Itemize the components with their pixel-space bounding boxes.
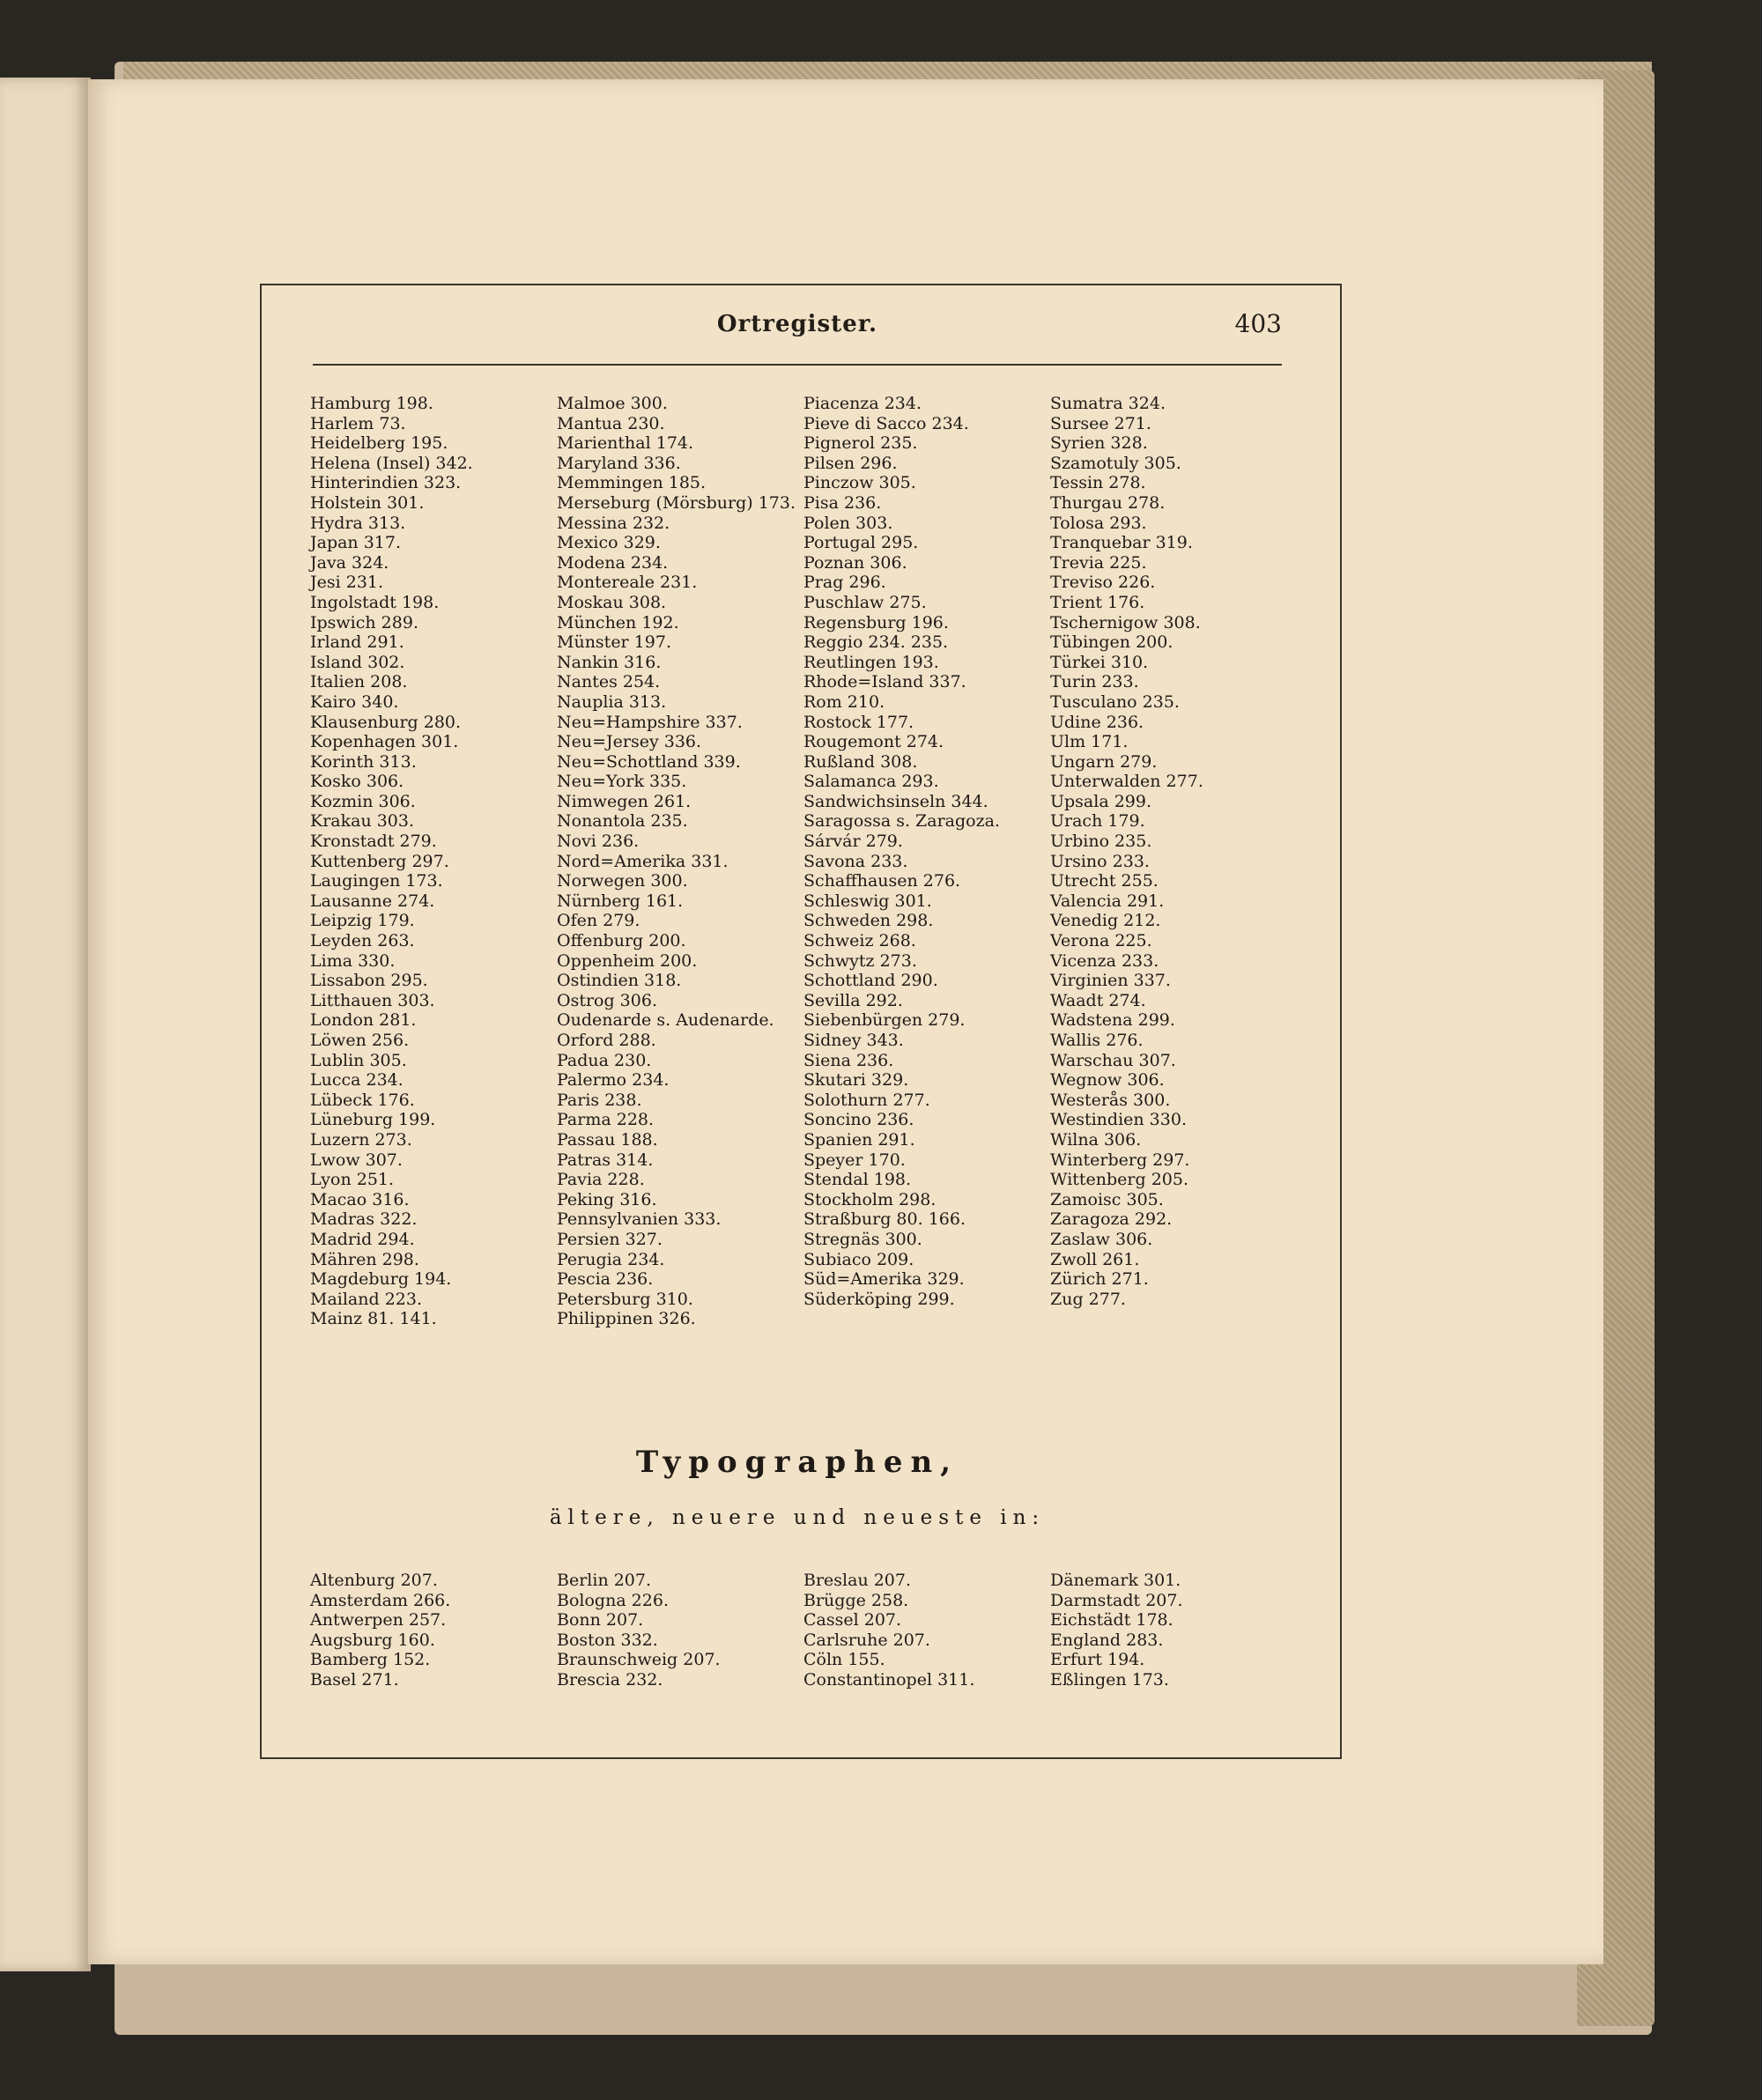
- index-entry: Syrien 328.: [1050, 433, 1148, 454]
- index-entry: Kosko 306.: [310, 772, 404, 792]
- index-entry: Oudenarde s. Audenarde.: [557, 1010, 774, 1031]
- index-entry: Lübeck 176.: [310, 1090, 415, 1110]
- index-entry: Poznan 306.: [803, 552, 907, 573]
- index-entry: Lyon 251.: [310, 1170, 395, 1190]
- index-entry: Lima 330.: [310, 950, 396, 971]
- index-entry: Palermo 234.: [557, 1070, 670, 1091]
- index-entry: Skutari 329.: [803, 1070, 909, 1091]
- typographen-index: [310, 1571, 1297, 1690]
- index-entry: Straßburg 80. 166.: [803, 1209, 966, 1230]
- index-entry: Regensburg 196.: [803, 612, 949, 632]
- index-entry: Novi 236.: [557, 832, 640, 852]
- index-entry: Virginien 337.: [1050, 971, 1171, 991]
- index-entry: Schaffhausen 276.: [803, 871, 961, 891]
- index-entry: Pavia 228.: [557, 1170, 645, 1190]
- index-entry: Augsburg 160.: [310, 1630, 435, 1650]
- index-entry: Verona 225.: [1050, 931, 1152, 951]
- index-entry: Tschernigow 308.: [1050, 612, 1201, 632]
- index-entry: Harlem 73.: [310, 413, 406, 433]
- index-entry: Trevia 225.: [1050, 552, 1147, 573]
- index-entry: Pennsylvanien 333.: [557, 1209, 722, 1230]
- index-entry: Utrecht 255.: [1050, 871, 1159, 891]
- index-entry: Saragossa s. Zaragoza.: [803, 811, 1000, 832]
- typographen-column-2: [557, 1571, 803, 1690]
- index-entry: Laugingen 173.: [310, 871, 443, 891]
- index-entry: Korinth 313.: [310, 751, 417, 772]
- index-entry: Szamotuly 305.: [1050, 453, 1181, 473]
- index-entry: Nürnberg 161.: [557, 891, 684, 911]
- index-entry: Sevilla 292.: [803, 990, 903, 1010]
- index-entry: Ipswich 289.: [310, 612, 418, 632]
- index-entry: Venedig 212.: [1050, 911, 1161, 931]
- index-entry: Zaragoza 292.: [1050, 1209, 1173, 1230]
- index-entry: Braunschweig 207.: [557, 1650, 721, 1670]
- index-entry: Türkei 310.: [1050, 652, 1149, 672]
- index-entry: Nauplia 313.: [557, 691, 667, 712]
- index-entry: Schweden 298.: [803, 911, 934, 931]
- index-entry: Japan 317.: [310, 533, 402, 553]
- index-entry: Nantes 254.: [557, 672, 661, 692]
- index-entry: Memmingen 185.: [557, 473, 707, 493]
- index-entry: Schweiz 268.: [803, 931, 916, 951]
- index-entry: Wadstena 299.: [1050, 1010, 1175, 1031]
- index-entry: Winterberg 297.: [1050, 1150, 1190, 1170]
- index-entry: Macao 316.: [310, 1189, 410, 1209]
- index-entry: Süd=Amerika 329.: [803, 1269, 965, 1290]
- index-entry: Upsala 299.: [1050, 791, 1152, 811]
- index-entry: Island 302.: [310, 652, 405, 672]
- index-entry: Pignerol 235.: [803, 433, 918, 454]
- index-entry: Modena 234.: [557, 552, 669, 573]
- index-entry: Berlin 207.: [557, 1571, 652, 1590]
- index-entry: Cassel 207.: [803, 1610, 902, 1630]
- index-entry: Hamburg 198.: [310, 394, 433, 413]
- index-entry: Reutlingen 193.: [803, 652, 939, 672]
- index-entry: Stendal 198.: [803, 1170, 912, 1190]
- index-entry: Soncino 236.: [803, 1110, 914, 1130]
- index-entry: Holstein 301.: [310, 492, 425, 513]
- index-entry: Wilna 306.: [1050, 1129, 1142, 1150]
- index-entry: Speyer 170.: [803, 1150, 906, 1170]
- index-entry: Trient 176.: [1050, 592, 1145, 612]
- index-entry: Pilsen 296.: [803, 453, 898, 473]
- index-entry: Philippinen 326.: [557, 1309, 696, 1329]
- index-entry: Lissabon 295.: [310, 971, 428, 991]
- index-entry: Rougemont 274.: [803, 732, 944, 752]
- index-column-2: [557, 394, 803, 1329]
- index-entry: Lwow 307.: [310, 1150, 403, 1170]
- index-entry: Zamoisc 305.: [1050, 1189, 1164, 1209]
- index-entry: Krakau 303.: [310, 811, 415, 832]
- index-entry: Moskau 308.: [557, 592, 667, 612]
- index-column-3: [803, 394, 1050, 1329]
- index-entry: Lucca 234.: [310, 1070, 403, 1091]
- index-entry: Tessin 278.: [1050, 473, 1146, 493]
- index-entry: Ostrog 306.: [557, 990, 657, 1010]
- index-entry: Portugal 295.: [803, 533, 919, 553]
- index-entry: Kronstadt 279.: [310, 832, 437, 852]
- index-entry: Hinterindien 323.: [310, 473, 462, 493]
- index-entry: Zug 277.: [1050, 1289, 1126, 1309]
- index-entry: Eßlingen 173.: [1050, 1669, 1169, 1690]
- index-entry: Tübingen 200.: [1050, 632, 1173, 653]
- index-entry: Ingolstadt 198.: [310, 592, 440, 612]
- book-cloth-top: [123, 62, 1652, 81]
- index-entry: Tusculano 235.: [1050, 691, 1180, 712]
- index-entry: Puschlaw 275.: [803, 592, 927, 612]
- index-entry: Helena (Insel) 342.: [310, 453, 473, 473]
- index-entry: Sandwichsinseln 344.: [803, 791, 988, 811]
- index-entry: Litthauen 303.: [310, 990, 435, 1010]
- index-entry: Neu=Hampshire 337.: [557, 712, 743, 732]
- index-entry: Valencia 291.: [1050, 891, 1165, 911]
- index-entry: Erfurt 194.: [1050, 1650, 1145, 1670]
- index-entry: Paris 238.: [557, 1090, 642, 1110]
- index-entry: Sidney 343.: [803, 1031, 904, 1050]
- index-entry: Cöln 155.: [803, 1650, 885, 1670]
- index-entry: Ostindien 318.: [557, 971, 682, 991]
- index-entry: Kopenhagen 301.: [310, 732, 459, 752]
- index-entry: Dänemark 301.: [1050, 1571, 1181, 1590]
- index-entry: Rostock 177.: [803, 712, 914, 732]
- index-entry: Padua 230.: [557, 1050, 652, 1070]
- left-page-edge: [0, 78, 91, 1971]
- index-entry: Reggio 234. 235.: [803, 632, 949, 653]
- index-entry: Nonantola 235.: [557, 811, 688, 832]
- index-entry: Lublin 305.: [310, 1050, 407, 1070]
- index-entry: Spanien 291.: [803, 1129, 915, 1150]
- index-entry: Ursino 233.: [1050, 851, 1150, 871]
- index-entry: Wegnow 306.: [1050, 1070, 1165, 1091]
- index-entry: Neu=Schottland 339.: [557, 751, 741, 772]
- index-entry: Wittenberg 205.: [1050, 1170, 1189, 1190]
- index-entry: Bonn 207.: [557, 1610, 644, 1630]
- index-entry: Ofen 279.: [557, 911, 640, 931]
- index-entry: Antwerpen 257.: [310, 1610, 447, 1630]
- index-entry: Rom 210.: [803, 691, 885, 712]
- index-entry: Siena 236.: [803, 1050, 894, 1070]
- index-entry: Madrid 294.: [310, 1229, 415, 1249]
- index-entry: Brescia 232.: [557, 1669, 663, 1690]
- index-entry: Urbino 235.: [1050, 832, 1152, 852]
- index-entry: Oppenheim 200.: [557, 950, 698, 971]
- index-entry: Nankin 316.: [557, 652, 662, 672]
- index-entry: Hydra 313.: [310, 513, 406, 533]
- index-entry: Pisa 236.: [803, 492, 882, 513]
- index-entry: Java 324.: [310, 552, 389, 573]
- index-entry: Messina 232.: [557, 513, 670, 533]
- index-entry: Prag 296.: [803, 573, 886, 593]
- index-entry: Persien 327.: [557, 1229, 663, 1249]
- index-entry: Urach 179.: [1050, 811, 1145, 832]
- index-entry: Altenburg 207.: [310, 1571, 438, 1590]
- index-entry: Bamberg 152.: [310, 1650, 431, 1670]
- index-entry: Pescia 236.: [557, 1269, 654, 1290]
- index-entry: Piacenza 234.: [803, 394, 922, 413]
- index-entry: Udine 236.: [1050, 712, 1144, 732]
- index-entry: Sárvár 279.: [803, 832, 903, 852]
- index-entry: Ungarn 279.: [1050, 751, 1158, 772]
- index-column-1: [310, 394, 557, 1329]
- index-entry: Zürich 271.: [1050, 1269, 1149, 1290]
- index-entry: Treviso 226.: [1050, 573, 1156, 593]
- index-entry: Bologna 226.: [557, 1590, 669, 1610]
- index-entry: Neu=Jersey 336.: [557, 732, 702, 752]
- index-entry: Münster 197.: [557, 632, 671, 653]
- index-entry: Tranquebar 319.: [1050, 533, 1193, 553]
- index-entry: Basel 271.: [310, 1669, 399, 1690]
- index-entry: Warschau 307.: [1050, 1050, 1176, 1070]
- index-entry: Neu=York 335.: [557, 772, 687, 792]
- index-entry: Zwoll 261.: [1050, 1249, 1140, 1269]
- section-title: Typographen,: [635, 1445, 959, 1480]
- place-index: [310, 394, 1297, 1329]
- index-entry: Orford 288.: [557, 1031, 656, 1050]
- index-entry: Ulm 171.: [1050, 732, 1129, 752]
- index-entry: Turin 233.: [1050, 672, 1139, 692]
- index-entry: Amsterdam 266.: [310, 1590, 451, 1610]
- index-entry: Savona 233.: [803, 851, 908, 871]
- index-entry: Parma 228.: [557, 1110, 655, 1130]
- index-entry: Stockholm 298.: [803, 1189, 937, 1209]
- index-entry: Merseburg (Mörsburg) 173.: [557, 492, 796, 513]
- index-entry: Italien 208.: [310, 672, 408, 692]
- index-entry: Schleswig 301.: [803, 891, 932, 911]
- index-entry: Sumatra 324.: [1050, 394, 1166, 413]
- section-subtitle: ältere, neuere und neueste in:: [549, 1506, 1046, 1529]
- index-entry: Schwytz 273.: [803, 950, 917, 971]
- index-entry: Constantinopel 311.: [803, 1669, 975, 1690]
- index-entry: Rußland 308.: [803, 751, 918, 772]
- index-entry: Peking 316.: [557, 1189, 657, 1209]
- typographen-column-1: [310, 1571, 557, 1690]
- index-entry: Perugia 234.: [557, 1249, 665, 1269]
- running-title: Ortregister.: [716, 311, 878, 337]
- index-entry: Pinczow 305.: [803, 473, 916, 493]
- index-entry: Solothurn 277.: [803, 1090, 930, 1110]
- index-entry: Kuttenberg 297.: [310, 851, 449, 871]
- index-entry: Leyden 263.: [310, 931, 415, 951]
- index-entry: Petersburg 310.: [557, 1289, 693, 1309]
- index-entry: Westerås 300.: [1050, 1090, 1171, 1110]
- index-entry: Brügge 258.: [803, 1590, 909, 1610]
- index-entry: Breslau 207.: [803, 1571, 912, 1590]
- index-entry: Pieve di Sacco 234.: [803, 413, 969, 433]
- index-entry: Löwen 256.: [310, 1031, 410, 1050]
- index-entry: Kozmin 306.: [310, 791, 416, 811]
- index-entry: Boston 332.: [557, 1630, 658, 1650]
- index-entry: Unterwalden 277.: [1050, 772, 1203, 792]
- index-entry: Luzern 273.: [310, 1129, 412, 1150]
- typographen-column-4: [1050, 1571, 1297, 1690]
- index-entry: Wallis 276.: [1050, 1031, 1144, 1050]
- index-entry: Marienthal 174.: [557, 433, 694, 454]
- index-entry: Waadt 274.: [1050, 990, 1146, 1010]
- index-column-4: [1050, 394, 1297, 1329]
- index-entry: Sursee 271.: [1050, 413, 1151, 433]
- index-entry: Mantua 230.: [557, 413, 665, 433]
- index-entry: Vicenza 233.: [1050, 950, 1159, 971]
- index-entry: Mähren 298.: [310, 1249, 419, 1269]
- index-entry: Magdeburg 194.: [310, 1269, 452, 1290]
- index-entry: Irland 291.: [310, 632, 404, 653]
- index-entry: England 283.: [1050, 1630, 1164, 1650]
- index-entry: Darmstadt 207.: [1050, 1590, 1183, 1610]
- index-entry: Westindien 330.: [1050, 1110, 1187, 1130]
- index-entry: Mexico 329.: [557, 533, 661, 553]
- index-entry: Polen 303.: [803, 513, 893, 533]
- index-entry: Thurgau 278.: [1050, 492, 1166, 513]
- index-entry: Lausanne 274.: [310, 891, 435, 911]
- index-entry: Maryland 336.: [557, 453, 681, 473]
- index-entry: Patras 314.: [557, 1150, 654, 1170]
- index-entry: München 192.: [557, 612, 679, 632]
- page-number: 403: [1234, 309, 1282, 338]
- index-entry: Jesi 231.: [310, 573, 384, 593]
- index-entry: Subiaco 209.: [803, 1249, 914, 1269]
- index-entry: Kairo 340.: [310, 691, 399, 712]
- index-entry: Klausenburg 280.: [310, 712, 462, 732]
- index-entry: Zaslaw 306.: [1050, 1229, 1153, 1249]
- header-rule: [313, 364, 1282, 366]
- index-entry: Carlsruhe 207.: [803, 1630, 930, 1650]
- index-entry: Siebenbürgen 279.: [803, 1010, 966, 1031]
- index-entry: Salamanca 293.: [803, 772, 939, 792]
- index-entry: Heidelberg 195.: [310, 433, 448, 454]
- index-entry: Stregnäs 300.: [803, 1229, 922, 1249]
- index-entry: Norwegen 300.: [557, 871, 688, 891]
- index-entry: Eichstädt 178.: [1050, 1610, 1173, 1630]
- index-entry: Passau 188.: [557, 1129, 658, 1150]
- index-entry: Nimwegen 261.: [557, 791, 692, 811]
- index-entry: Mailand 223.: [310, 1289, 423, 1309]
- index-entry: Rhode=Island 337.: [803, 672, 966, 692]
- index-entry: Schottland 290.: [803, 971, 938, 991]
- index-entry: London 281.: [310, 1010, 417, 1031]
- index-entry: Offenburg 200.: [557, 931, 686, 951]
- index-entry: Malmoe 300.: [557, 394, 668, 413]
- page-header: [313, 304, 1282, 348]
- index-entry: Lüneburg 199.: [310, 1110, 436, 1130]
- index-entry: Nord=Amerika 331.: [557, 851, 729, 871]
- index-entry: Madras 322.: [310, 1209, 418, 1230]
- typographen-column-3: [803, 1571, 1050, 1690]
- index-entry: Mainz 81. 141.: [310, 1309, 437, 1329]
- index-entry: Tolosa 293.: [1050, 513, 1147, 533]
- index-entry: Süderköping 299.: [803, 1289, 955, 1309]
- index-entry: Leipzig 179.: [310, 911, 415, 931]
- index-entry: Montereale 231.: [557, 573, 698, 593]
